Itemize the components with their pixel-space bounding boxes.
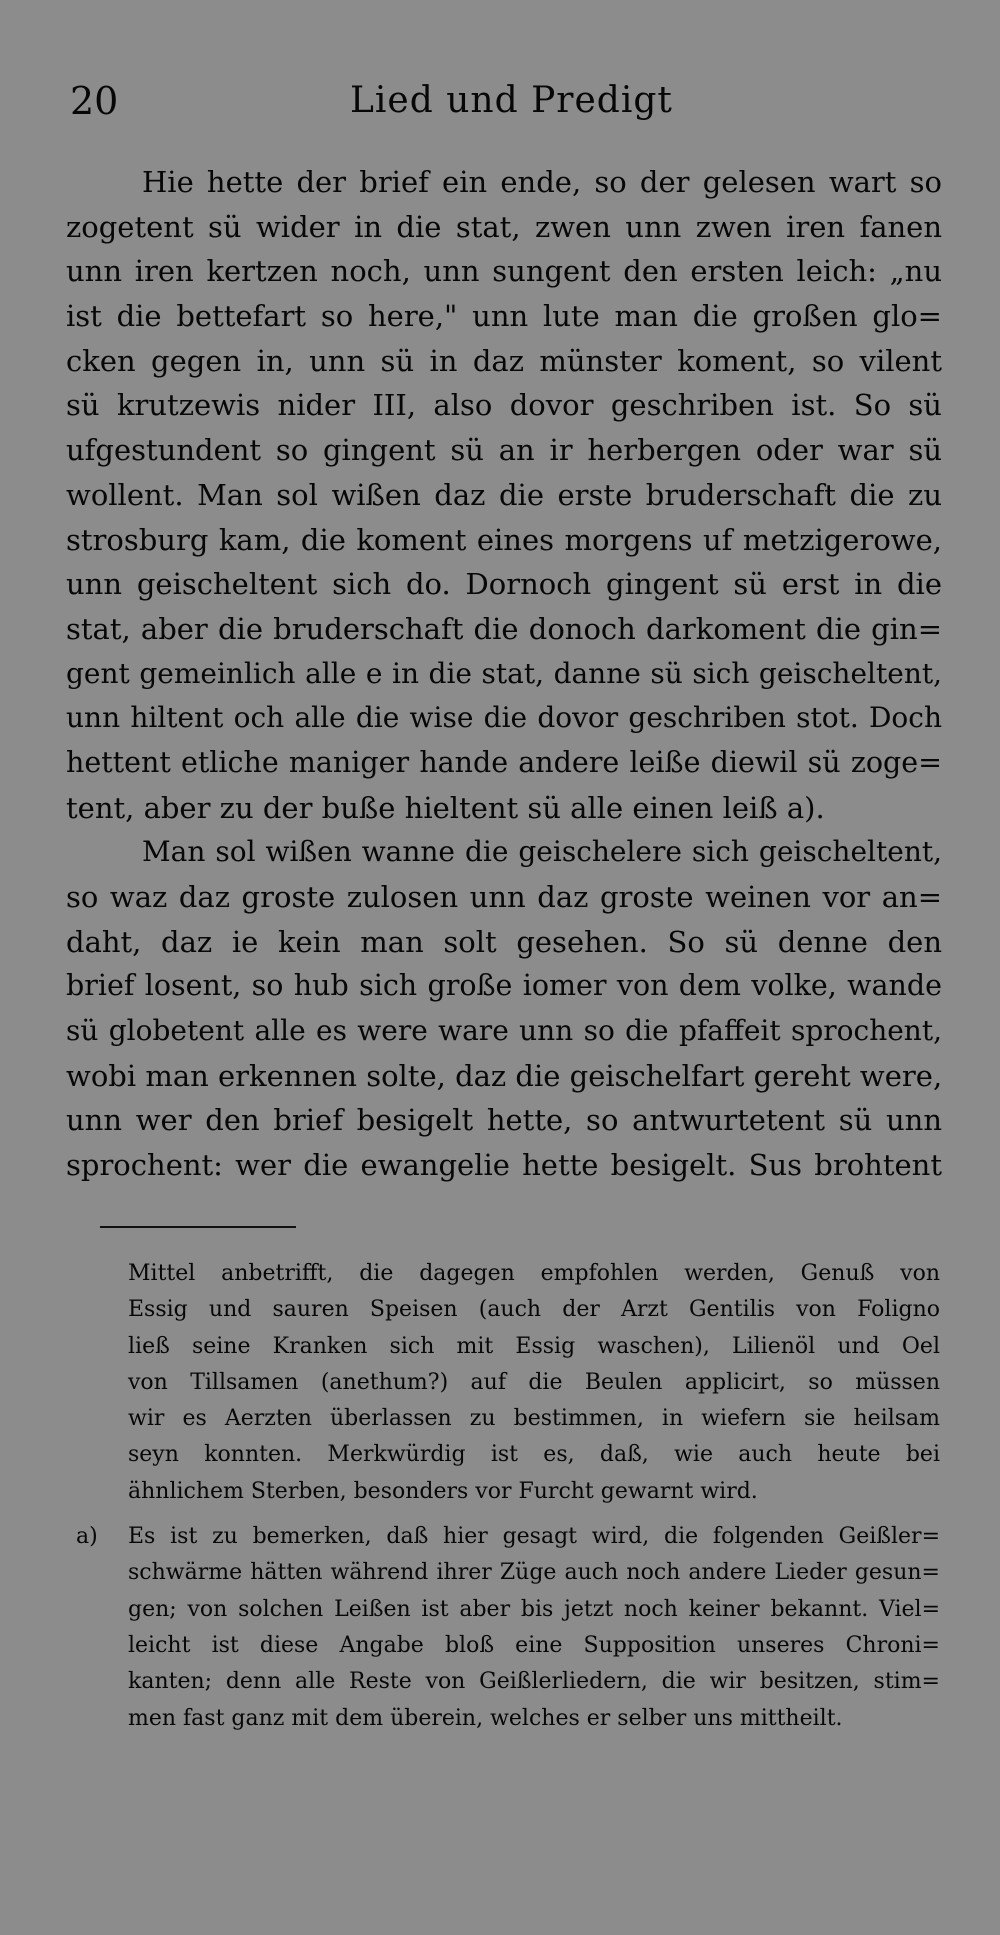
footnote-a — [68, 1519, 940, 1737]
footnote-line: kanten; denn alle Reste von Geißlerliedern, die wir besitzen, stim= — [128, 1669, 940, 1695]
text-line: sprochent: wer die ewangelie hette besigelt. Sus brohtent — [66, 1148, 942, 1183]
text-line: ist die bettefart so here," unn lute man die großen glo= — [66, 299, 942, 334]
text-line: hettent etliche maniger hande andere leiße diewil sü zoge= — [66, 745, 942, 779]
text-line: brief losent, so hub sich große iomer von dem volke, wande — [66, 969, 942, 1003]
text-line: cken gegen in, unn sü in daz münster koment, so vilent — [66, 343, 942, 378]
text-line: Hie hette der brief ein ende, so der gelesen wart so — [142, 165, 942, 199]
text-line: tent, aber zu der buße hieltent sü alle einen leiß a). — [66, 790, 825, 825]
footnote-line: wir es Aerzten überlassen zu bestimmen, in wiefern sie heilsam — [128, 1406, 940, 1432]
text-line: strosburg kam, die koment eines morgens uf metzigerowe, — [66, 522, 942, 557]
text-line: ufgestundent so gingent sü an ir herbergen oder war sü — [66, 433, 942, 468]
running-head: Lied und Predigt — [350, 80, 673, 121]
footnote-line: von Tillsamen (anethum?) auf die Beulen applicirt, so müssen — [128, 1369, 940, 1395]
footnote-line: Mittel anbetrifft, die dagegen empfohlen werden, Genuß von — [128, 1261, 940, 1286]
text-line: unn wer den brief besigelt hette, so antwurtetent sü unn — [66, 1103, 942, 1138]
text-line: sü krutzewis nider III, also dovor geschriben ist. So sü — [66, 388, 942, 423]
footnote-line: men fast ganz mit dem überein, welches er selber uns mittheilt. — [128, 1705, 843, 1731]
footnote-line: Es ist zu bemerken, daß hier gesagt wird, die folgenden Geißler= — [128, 1524, 940, 1550]
footnote-divider — [100, 1226, 296, 1228]
text-line: unn iren kertzen noch, unn sungent den ersten leich: „nu — [66, 254, 942, 289]
footnote-line: ließ seine Kranken sich mit Essig waschen), Lilienöl und Oel — [128, 1333, 940, 1359]
text-line: sü globetent alle es were ware unn so die pfaffeit sprochent, — [66, 1014, 942, 1048]
text-line: Man sol wißen wanne die geischelere sich geischeltent, — [142, 835, 942, 869]
footnote-line: leicht ist diese Angabe bloß eine Supposition unseres Chroni= — [128, 1632, 940, 1658]
page-number: 20 — [70, 79, 119, 123]
footnote-line: Essig und sauren Speisen (auch der Arzt Gentilis von Foligno — [128, 1297, 940, 1323]
footnote-line: schwärme hätten während ihrer Züge auch noch andere Lieder gesun= — [128, 1560, 940, 1586]
text-line: daht, daz ie kein man solt gesehen. So sü denne den — [66, 924, 942, 959]
text-line: wollent. Man sol wißen daz die erste bruderschaft die zu — [66, 477, 942, 512]
text-line: zogetent sü wider in die stat, zwen unn zwen iren fanen — [66, 209, 942, 244]
footnote-line: seyn konnten. Merkwürdig ist es, daß, wie auch heute bei — [128, 1442, 940, 1468]
text-line: unn geischeltent sich do. Dornoch gingent sü erst in die — [66, 567, 942, 602]
main-text — [66, 160, 942, 1188]
footnote-line: ähnlichem Sterben, besonders vor Furcht gewarnt wird. — [128, 1478, 758, 1504]
footnotes — [68, 1256, 940, 1737]
text-line: wobi man erkennen solte, daz die geischelfart gereht were, — [66, 1058, 942, 1093]
page-header — [70, 76, 940, 136]
text-line: unn hiltent och alle die wise die dovor geschriben stot. Doch — [66, 701, 942, 735]
footnote-line: gen; von solchen Leißen ist aber bis jetzt noch keiner bekannt. Viel= — [128, 1596, 940, 1622]
text-line: so waz daz groste zulosen unn daz groste weinen vor an= — [66, 880, 942, 914]
text-line: stat, aber die bruderschaft die donoch darkoment die gin= — [66, 611, 942, 646]
text-line: gent gemeinlich alle e in die stat, danne sü sich geischeltent, — [66, 656, 942, 690]
footnote-marker: a) — [76, 1524, 98, 1550]
